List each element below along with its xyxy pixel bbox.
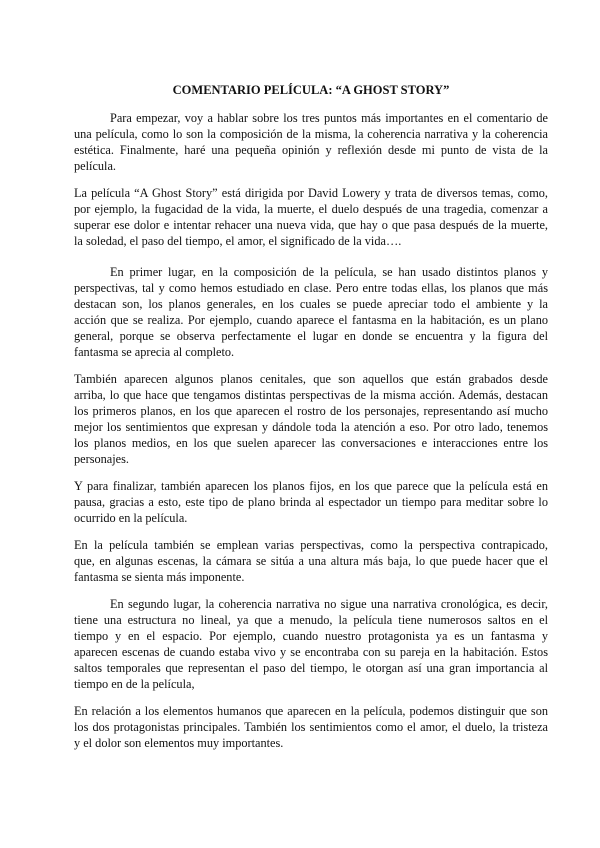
text-line: En primer lugar, en la composición de la película, se han usado distintos planos y (110, 265, 548, 279)
text-line: estética. Finalmente, haré una pequeña opinión y reflexión desde mi punto de vista de la (74, 143, 548, 157)
paragraph (74, 110, 548, 174)
text-line: pausa, gracias a esto, este tipo de plano brinda al espectador un tiempo para meditar sobre lo (74, 495, 548, 509)
text-line: tiempo y en el espacio. Por ejemplo, cuando nuestro protagonista ya es un fantasma y (74, 629, 548, 643)
document-page (74, 82, 548, 762)
text-line: superar ese dolor e intentar rehacer una nueva vida, que hay o que pasa después de la muerte, (74, 218, 548, 232)
text-line: mejor los sentimientos que expresan y dándole toda la atención a eso. Por otro lado, tenemos (74, 420, 548, 434)
document-title: COMENTARIO PELÍCULA: “A GHOST STORY” (172, 83, 450, 97)
text-line: Para empezar, voy a hablar sobre los tres puntos más importantes en el comentario de (110, 111, 548, 125)
text-line: En relación a los elementos humanos que aparecen en la película, podemos distinguir que son (74, 704, 548, 718)
text-line: La película “A Ghost Story” está dirigida por David Lowery y trata de diversos temas, como, (74, 186, 548, 200)
paragraph (74, 264, 548, 360)
text-line: una película, como lo son la composición de la misma, la coherencia narrativa y la coherencia (74, 127, 548, 141)
text-line: por ejemplo, la fugacidad de la vida, la muerte, el duelo después de una tragedia, comenzar a (74, 202, 548, 216)
text-line: También aparecen algunos planos cenitales, que son aquellos que están grabados desde (74, 372, 548, 386)
text-line: Y para finalizar, también aparecen los planos fijos, en los que parece que la película está en (74, 479, 548, 493)
text-line: general, porque se observa perfectamente el lugar en donde se encuentra y la figura del (74, 329, 548, 343)
paragraph (74, 703, 548, 751)
paragraph (74, 371, 548, 467)
paragraph (74, 185, 548, 249)
text-line: En la película también se emplean varias perspectivas, como la perspectiva contrapicado, (74, 538, 548, 552)
text-line: destacan son, los planos generales, en los cuales se puede apreciar todo el ambiente y la (74, 297, 548, 311)
text-line: fantasma se sienta más imponente. (74, 570, 245, 584)
text-line: tiempo en de la película, (74, 677, 195, 691)
text-line: saltos temporales que representan el paso del tiempo, le otorgan así una gran importancia al (74, 661, 548, 675)
text-line: tiene una estructura no lineal, ya que a menudo, la película tiene numerosos saltos en el (74, 613, 548, 627)
paragraph (74, 537, 548, 585)
text-line: película. (74, 159, 116, 173)
text-line: fantasma se aprecia al completo. (74, 345, 235, 359)
text-line: los dos protagonistas principales. También los sentimientos como el amor, el duelo, la tristeza (74, 720, 548, 734)
paragraph (74, 596, 548, 692)
text-line: que, en algunas escenas, la cámara se sitúa a una altura más baja, lo que puede hacer que el (74, 554, 548, 568)
text-line: ocurrido en la película. (74, 511, 188, 525)
text-line: En segundo lugar, la coherencia narrativa no sigue una narrativa cronológica, es decir, (110, 597, 548, 611)
document-body (74, 110, 548, 751)
text-line: aparecen escenas de cuando estaba vivo y se encontraba con su pareja en la habitación. Estos (74, 645, 548, 659)
text-line: acción que se realiza. Por ejemplo, cuando aparece el fantasma en la habitación, es un plano (74, 313, 548, 327)
text-line: los primeros planos, en los que aparecen el rostro de los personajes, representando así mucho (74, 404, 548, 418)
text-line: personajes. (74, 452, 129, 466)
text-line: la soledad, el paso del tiempo, el amor, el significado de la vida…. (74, 234, 402, 248)
paragraph (74, 478, 548, 526)
text-line: los planos medios, en los que suelen aparecer las conversaciones e interacciones entre los (74, 436, 548, 450)
text-line: y el dolor son elementos muy importantes. (74, 736, 284, 750)
text-line: perspectivas, tal y como hemos estudiado en clase. Pero entre todas ellas, los planos que más (74, 281, 548, 295)
text-line: arriba, lo que hace que tengamos distintas perspectivas de la misma acción. Además, destacan (74, 388, 548, 402)
